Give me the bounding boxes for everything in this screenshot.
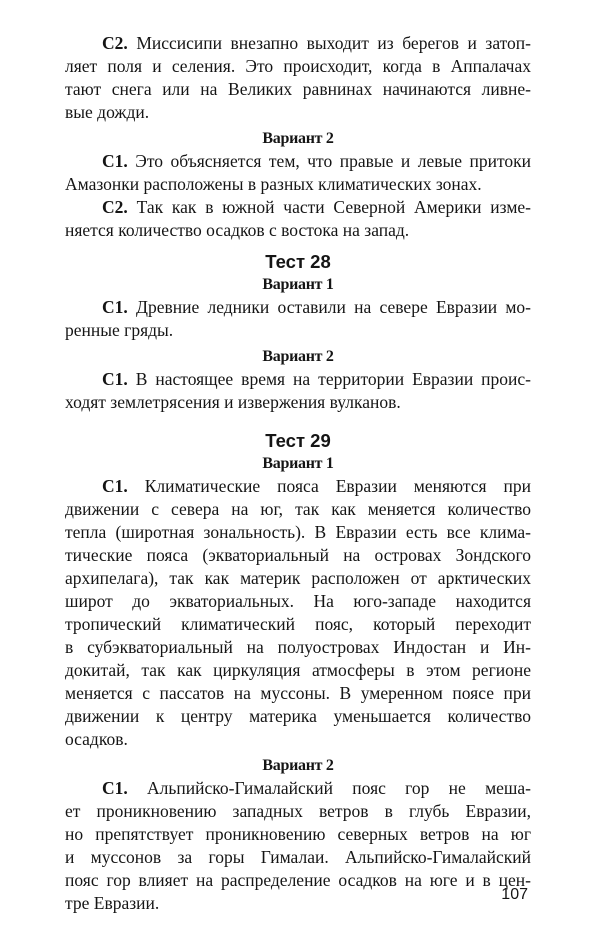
line-text: Это объясняется тем, что правые и левые притоки [135, 151, 532, 171]
variant-heading: Вариант 1 [262, 276, 334, 293]
variant-heading: Вариант 1 [262, 455, 334, 472]
text-line [65, 659, 531, 682]
paragraph [65, 368, 531, 414]
question-label: C1. [102, 476, 128, 496]
text-line [65, 498, 531, 521]
text-line [65, 590, 531, 613]
variant-heading: Вариант 2 [262, 130, 334, 147]
line-text: движении с севера на юг, так как меняется количество [65, 499, 531, 519]
question-label: C2. [102, 197, 128, 217]
test-heading: Тест 28 [265, 251, 331, 272]
text-line [65, 728, 531, 751]
line-text: В настоящее время на территории Евразии проис- [135, 369, 531, 389]
line-text: пояс гор влияет на распределение осадков на юге и в цен- [65, 870, 531, 890]
text-line [65, 682, 531, 705]
paragraph [65, 32, 531, 124]
paragraph [65, 296, 531, 342]
line-text: докитай, так как циркуляция атмосферы в этом регионе [65, 660, 531, 680]
line-text: движении к центру материка уменьшается количество [65, 706, 531, 726]
line-text: тре Евразии. [65, 893, 160, 913]
text-line [65, 196, 531, 219]
paragraph [65, 196, 531, 242]
paragraph [65, 150, 531, 196]
text-line [65, 567, 531, 590]
text-line [65, 705, 531, 728]
question-label: C1. [102, 778, 128, 798]
paragraph [65, 777, 531, 915]
text-line [65, 475, 531, 498]
text-line [65, 521, 531, 544]
question-label: C1. [102, 151, 128, 171]
variant-heading: Вариант 2 [262, 348, 334, 365]
line-text: ет проникновению западных ветров в глубь Евразии, [65, 801, 531, 821]
text-line [65, 613, 531, 636]
text-line [65, 368, 531, 391]
question-label: C2. [102, 33, 128, 53]
line-text: и муссонов за горы Гималаи. Альпийско-Гималайский [65, 847, 531, 867]
text-line [65, 150, 531, 173]
line-text: в субэкваториальный на полуостровах Индостан и Ин- [65, 637, 531, 657]
line-text: архипелага), так как материк расположен от арктических [65, 568, 531, 588]
text-line [65, 319, 531, 342]
question-label: C1. [102, 297, 128, 317]
line-text: Миссисипи внезапно выходит из берегов и затоп- [136, 33, 532, 53]
line-text: Климатические пояса Евразии меняются при [144, 476, 531, 496]
line-text: но препятствует проникновению северных ветров на юг [65, 824, 531, 844]
text-line [65, 296, 531, 319]
line-text: тают снега или на Великих равнинах начинаются ливне- [65, 79, 531, 99]
text-line [65, 55, 531, 78]
text-line [65, 391, 531, 414]
text-line [65, 823, 531, 846]
page-number: 107 [501, 886, 528, 903]
question-label: C1. [102, 369, 128, 389]
paragraph [65, 475, 531, 751]
line-text: ходят землетрясения и извержения вулканов. [65, 392, 401, 412]
text-line [65, 544, 531, 567]
text-line [65, 101, 531, 124]
line-text: ренные гряды. [65, 320, 174, 340]
test-heading: Тест 29 [265, 430, 331, 451]
line-text: тепла (широтная зональность). В Евразии есть все клима- [65, 522, 531, 542]
line-text: тропический климатический пояс, который переходит [65, 614, 531, 634]
line-text: осадков. [65, 729, 128, 749]
line-text: тические пояса (экваториальный на островах Зондского [65, 545, 531, 565]
variant-heading: Вариант 2 [262, 757, 334, 774]
text-line [65, 892, 531, 915]
text-line [65, 219, 531, 242]
line-text: меняется с пассатов на муссоны. В умеренном поясе при [65, 683, 531, 703]
line-text: Древние ледники оставили на севере Евразии мо- [136, 297, 531, 317]
line-text: ляет поля и селения. Это происходит, когда в Аппалачах [65, 56, 531, 76]
page-body [65, 32, 531, 915]
line-text: Альпийско-Гималайский пояс гор не меша- [147, 778, 531, 798]
text-line [65, 636, 531, 659]
text-line [65, 32, 531, 55]
text-line [65, 846, 531, 869]
line-text: вые дожди. [65, 102, 150, 122]
line-text: Амазонки расположены в разных климатических зонах. [65, 174, 482, 194]
line-text: няется количество осадков с востока на запад. [65, 220, 410, 240]
text-line [65, 869, 531, 892]
text-line [65, 777, 531, 800]
line-text: Так как в южной части Северной Америки изме- [136, 197, 532, 217]
line-text: широт до экваториальных. На юго-западе находится [65, 591, 531, 611]
text-line [65, 173, 531, 196]
text-line [65, 78, 531, 101]
text-line [65, 800, 531, 823]
